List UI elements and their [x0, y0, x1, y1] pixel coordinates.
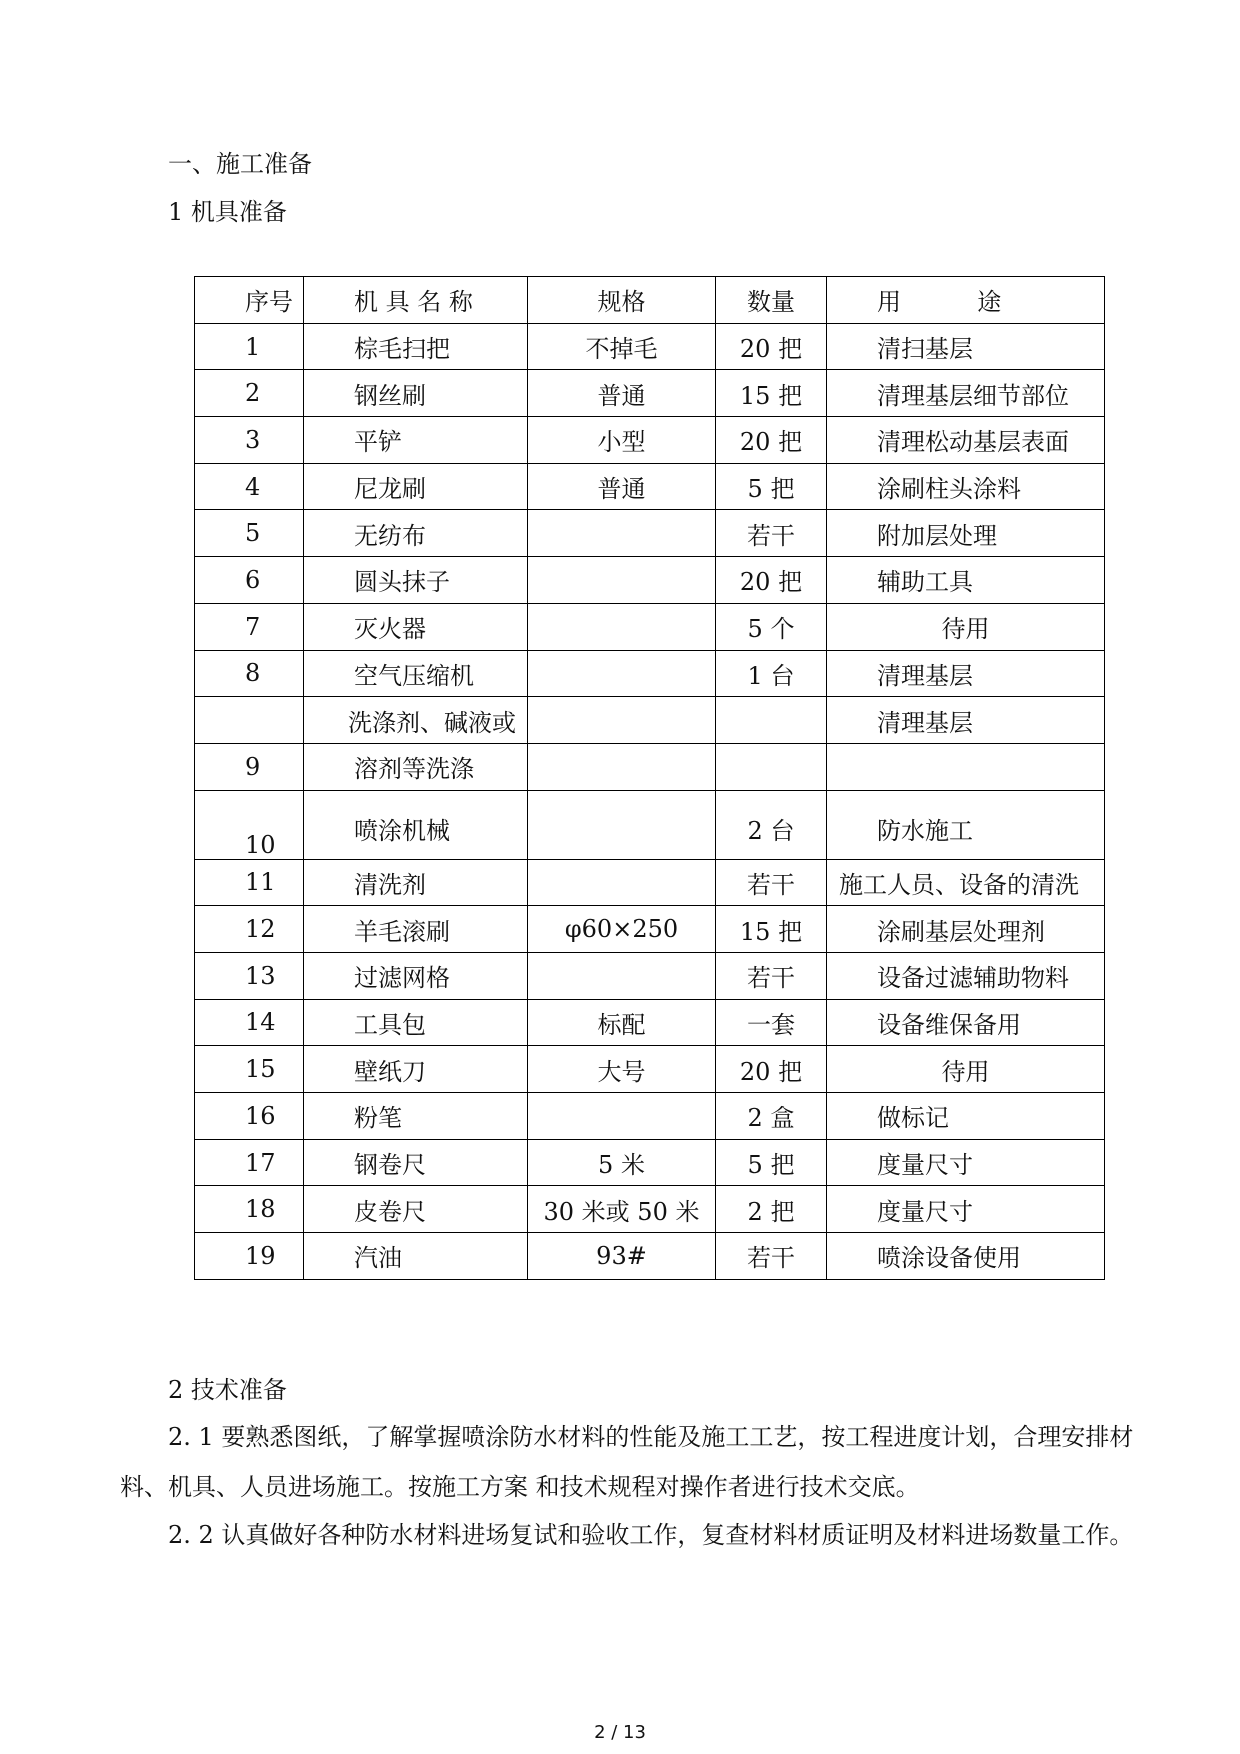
table-row — [195, 743, 1105, 790]
page-number: 2 / 13 — [594, 1722, 646, 1743]
cell-qty: 20 把 — [716, 1046, 827, 1093]
tools-table — [194, 276, 1105, 1280]
cell-spec: 93# — [528, 1233, 716, 1280]
cell-name: 溶剂等洗涤 — [304, 743, 528, 790]
table-row — [195, 650, 1105, 697]
cell-qty: 15 把 — [716, 370, 827, 417]
cell-spec: 不掉毛 — [528, 323, 716, 370]
table-row — [195, 417, 1105, 464]
cell-spec — [528, 603, 716, 650]
cell-index: 13 — [195, 952, 304, 999]
cell-qty: 5 个 — [716, 603, 827, 650]
cell-qty: 20 把 — [716, 323, 827, 370]
table-row — [195, 1046, 1105, 1093]
table-row — [195, 1093, 1105, 1140]
cell-index-value: 10 — [245, 830, 276, 859]
cell-name: 皮卷尺 — [304, 1186, 528, 1233]
cell-spec — [528, 557, 716, 604]
cell-index: 14 — [195, 999, 304, 1046]
cell-qty — [716, 697, 827, 744]
table-row — [195, 603, 1105, 650]
table-row — [195, 1233, 1105, 1280]
cell-use: 辅助工具 — [827, 557, 1105, 604]
cell-index: 11 — [195, 859, 304, 906]
paragraph-2-2: 2. 2 认真做好各种防水材料进场复试和验收工作，复查材料材质证明及材料进场数量工作。 — [168, 1521, 1134, 1549]
cell-use: 做标记 — [827, 1093, 1105, 1140]
table-row — [195, 906, 1105, 953]
cell-use: 待用 — [827, 1046, 1105, 1093]
cell-index: 5 — [195, 510, 304, 557]
cell-spec — [528, 1093, 716, 1140]
cell-index: 6 — [195, 557, 304, 604]
cell-qty: 20 把 — [716, 417, 827, 464]
cell-qty: 1 台 — [716, 650, 827, 697]
cell-name: 圆头抹子 — [304, 557, 528, 604]
cell-spec: φ60×250 — [528, 906, 716, 953]
table-row — [195, 510, 1105, 557]
cell-use: 设备过滤辅助物料 — [827, 952, 1105, 999]
cell-name: 灭火器 — [304, 603, 528, 650]
cell-spec — [528, 697, 716, 744]
cell-name: 洗涤剂、碱液或 — [304, 697, 528, 744]
table-row — [195, 1186, 1105, 1233]
cell-index: 8 — [195, 650, 304, 697]
cell-qty: 15 把 — [716, 906, 827, 953]
cell-use: 喷涂设备使用 — [827, 1233, 1105, 1280]
cell-name: 尼龙刷 — [304, 463, 528, 510]
cell-use: 涂刷柱头涂料 — [827, 463, 1105, 510]
cell-spec — [528, 952, 716, 999]
cell-index: 17 — [195, 1139, 304, 1186]
cell-index: 19 — [195, 1233, 304, 1280]
subsection-heading-tools: 1 机具准备 — [168, 198, 287, 226]
cell-index: 18 — [195, 1186, 304, 1233]
cell-spec — [528, 790, 716, 859]
cell-use: 清理基层 — [827, 650, 1105, 697]
header-qty: 数量 — [716, 277, 827, 324]
cell-use: 清扫基层 — [827, 323, 1105, 370]
cell-name: 平铲 — [304, 417, 528, 464]
cell-use: 清理松动基层表面 — [827, 417, 1105, 464]
cell-name: 钢丝刷 — [304, 370, 528, 417]
header-index: 序号 — [195, 277, 304, 324]
cell-index: 12 — [195, 906, 304, 953]
cell-qty: 2 盒 — [716, 1093, 827, 1140]
cell-index: 4 — [195, 463, 304, 510]
table-row — [195, 463, 1105, 510]
cell-index: 1 — [195, 323, 304, 370]
cell-spec: 5 米 — [528, 1139, 716, 1186]
cell-index: 7 — [195, 603, 304, 650]
table-row — [195, 859, 1105, 906]
cell-spec — [528, 650, 716, 697]
cell-qty: 5 把 — [716, 463, 827, 510]
cell-spec: 普通 — [528, 463, 716, 510]
cell-name: 棕毛扫把 — [304, 323, 528, 370]
cell-use: 防水施工 — [827, 790, 1105, 859]
cell-spec — [528, 510, 716, 557]
cell-spec — [528, 743, 716, 790]
cell-qty: 若干 — [716, 510, 827, 557]
cell-use: 度量尺寸 — [827, 1186, 1105, 1233]
table-row — [195, 1139, 1105, 1186]
cell-name: 钢卷尺 — [304, 1139, 528, 1186]
cell-spec — [528, 859, 716, 906]
cell-name: 无纺布 — [304, 510, 528, 557]
cell-index: 15 — [195, 1046, 304, 1093]
cell-name: 空气压缩机 — [304, 650, 528, 697]
cell-qty: 若干 — [716, 952, 827, 999]
cell-name: 清洗剂 — [304, 859, 528, 906]
paragraph-2-1: 2. 1 要熟悉图纸，了解掌握喷涂防水材料的性能及施工工艺，按工程进度计划，合理安排材料、机具、人员进场施工。按施工方案 和技术规程对操作者进行技术交底。 — [120, 1423, 1134, 1501]
cell-name: 汽油 — [304, 1233, 528, 1280]
cell-index: 2 — [195, 370, 304, 417]
table-row — [195, 557, 1105, 604]
cell-qty: 20 把 — [716, 557, 827, 604]
cell-use: 设备维保备用 — [827, 999, 1105, 1046]
table-row — [195, 999, 1105, 1046]
cell-spec: 30 米或 50 米 — [528, 1186, 716, 1233]
cell-qty: 若干 — [716, 859, 827, 906]
cell-index: 9 — [195, 743, 304, 790]
cell-spec: 小型 — [528, 417, 716, 464]
cell-use: 待用 — [827, 603, 1105, 650]
cell-qty: 一套 — [716, 999, 827, 1046]
header-spec: 规格 — [528, 277, 716, 324]
header-use: 用 途 — [827, 277, 1105, 324]
cell-index: 3 — [195, 417, 304, 464]
cell-use — [827, 743, 1105, 790]
cell-name: 喷涂机械 — [304, 790, 528, 859]
cell-qty: 5 把 — [716, 1139, 827, 1186]
table-row — [195, 697, 1105, 744]
cell-use: 涂刷基层处理剂 — [827, 906, 1105, 953]
cell-use: 度量尺寸 — [827, 1139, 1105, 1186]
cell-spec: 标配 — [528, 999, 716, 1046]
subsection-heading-tech: 2 技术准备 — [168, 1376, 287, 1404]
section-heading: 一、施工准备 — [168, 150, 312, 178]
cell-name: 粉笔 — [304, 1093, 528, 1140]
cell-index — [195, 790, 304, 859]
cell-qty — [716, 743, 827, 790]
cell-qty: 若干 — [716, 1233, 827, 1280]
cell-index — [195, 697, 304, 744]
cell-name: 过滤网格 — [304, 952, 528, 999]
table-row — [195, 323, 1105, 370]
table-row — [195, 952, 1105, 999]
cell-use: 清理基层 — [827, 697, 1105, 744]
table-header-row — [195, 277, 1105, 324]
table-row — [195, 370, 1105, 417]
cell-spec: 大号 — [528, 1046, 716, 1093]
cell-use: 清理基层细节部位 — [827, 370, 1105, 417]
cell-use: 施工人员、设备的清洗 — [827, 859, 1105, 906]
cell-name: 壁纸刀 — [304, 1046, 528, 1093]
header-name: 机 具 名 称 — [304, 277, 528, 324]
cell-name: 羊毛滚刷 — [304, 906, 528, 953]
cell-qty: 2 台 — [716, 790, 827, 859]
cell-name: 工具包 — [304, 999, 528, 1046]
cell-spec: 普通 — [528, 370, 716, 417]
cell-qty: 2 把 — [716, 1186, 827, 1233]
cell-index: 16 — [195, 1093, 304, 1140]
cell-use: 附加层处理 — [827, 510, 1105, 557]
